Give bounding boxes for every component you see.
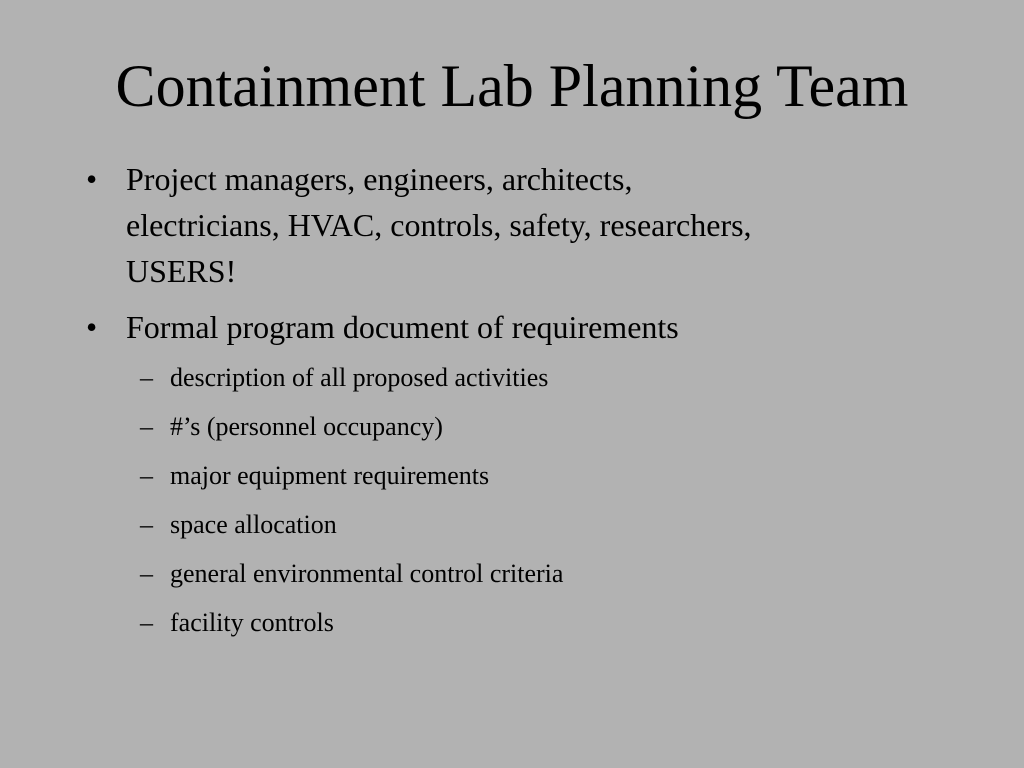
slide-title: Containment Lab Planning Team: [115, 53, 909, 119]
bullet-list: [86, 156, 946, 654]
dash-marker: –: [140, 412, 153, 441]
sub-bullet-item: [86, 409, 946, 445]
sub-bullet-item: [86, 507, 946, 543]
bullet-marker: •: [86, 161, 98, 197]
dash-marker: –: [140, 608, 153, 637]
bullet-text-line: Project managers, engineers, architects,: [126, 161, 633, 197]
sub-bullet-item: [86, 605, 946, 641]
sub-bullet-list: [86, 360, 946, 641]
sub-bullet-item: [86, 458, 946, 494]
bullet-marker: •: [86, 309, 98, 345]
dash-marker: –: [140, 559, 153, 588]
sub-bullet-text: facility controls: [170, 608, 334, 637]
sub-bullet-text: major equipment requirements: [170, 461, 490, 490]
dash-marker: –: [140, 363, 153, 392]
sub-bullet-text: general environmental control criteria: [170, 559, 564, 588]
bullet-text-line: electricians, HVAC, controls, safety, researchers,: [126, 207, 752, 243]
bullet-text-line: USERS!: [126, 253, 237, 289]
bullet-item-program-document: [86, 304, 946, 350]
sub-bullet-item: [86, 360, 946, 396]
bullet-item-team-members: [86, 156, 946, 294]
dash-marker: –: [140, 461, 153, 490]
sub-list-container: [86, 360, 946, 641]
dash-marker: –: [140, 510, 153, 539]
sub-bullet-text: space allocation: [170, 510, 337, 539]
sub-bullet-item: [86, 556, 946, 592]
sub-bullet-text: description of all proposed activities: [170, 363, 549, 392]
bullet-text-line: Formal program document of requirements: [126, 309, 679, 345]
sub-bullet-text: #’s (personnel occupancy): [170, 412, 443, 441]
